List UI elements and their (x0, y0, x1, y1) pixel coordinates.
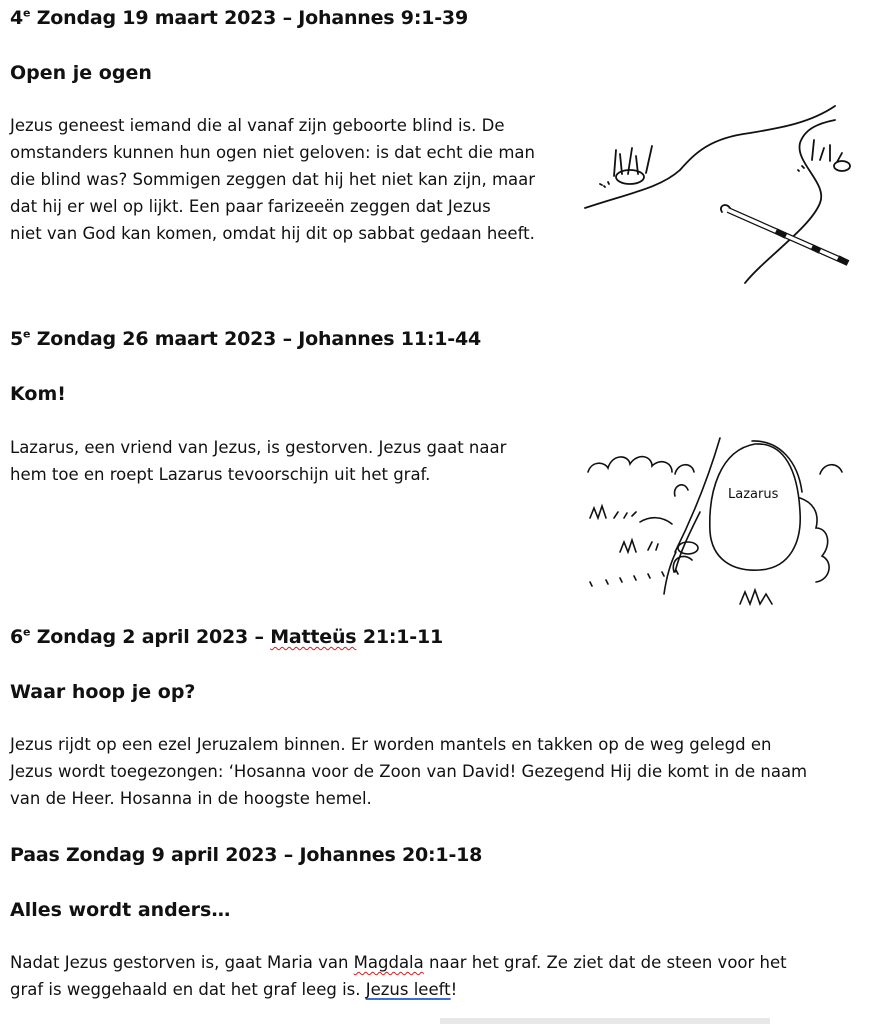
text-line: Nadat Jezus gestorven is, gaat Maria van Magdala naar het graf. Ze ziet dat de steen voor het (10, 953, 787, 972)
section-4-subtitle: Alles wordt anders… (10, 899, 231, 921)
text-line: hem toe en roept Lazarus tevoorschijn uit het graf. (10, 465, 431, 484)
road-cane-illustration (580, 98, 870, 293)
text-line: graf is weggehaald en dat het graf leeg is. Jezus leeft! (10, 980, 458, 999)
section-2-text (10, 434, 506, 488)
page-bottom-strip (440, 1018, 770, 1024)
section-4-heading: Paas Zondag 9 april 2023 – Johannes 20:1-18 (10, 844, 483, 866)
spell-flagged-word: Matteüs (270, 626, 357, 648)
tomb-stone-illustration (580, 432, 855, 610)
section-1-subtitle: Open je ogen (10, 62, 152, 84)
section-3-heading: 6e Zondag 2 april 2023 – Matteüs 21:1-11 (10, 625, 444, 648)
text-line: Jezus rijdt op een ezel Jeruzalem binnen. Er worden mantels en takken op de weg gelegd en (10, 735, 772, 754)
grammar-flagged-phrase: Jezus leeft (365, 980, 451, 999)
text-line: niet van God kan komen, omdat hij dit op sabbat gedaan heeft. (10, 224, 535, 243)
text-line: Jezus geneest iemand die al vanaf zijn geboorte blind is. De (10, 116, 505, 135)
text-line: die blind was? Sommigen zeggen dat hij het niet kan zijn, maar (10, 170, 536, 189)
section-3-subtitle: Waar hoop je op? (10, 681, 196, 703)
section-1-heading: 4e Zondag 19 maart 2023 – Johannes 9:1-39 (10, 6, 468, 29)
text-line: Lazarus, een vriend van Jezus, is gestorven. Jezus gaat naar (10, 438, 507, 457)
section-4-text (10, 949, 787, 1003)
text-line: van de Heer. Hosanna in de hoogste hemel. (10, 789, 372, 808)
section-3-text (10, 731, 807, 812)
tomb-label: Lazarus (728, 487, 779, 502)
text-line: dat hij er wel op lijkt. Een paar farizeeën zeggen dat Jezus (10, 197, 491, 216)
section-2-heading: 5e Zondag 26 maart 2023 – Johannes 11:1-44 (10, 327, 481, 350)
section-2-subtitle: Kom! (10, 383, 66, 405)
text-line: Jezus wordt toegezongen: ‘Hosanna voor de Zoon van David! Gezegend Hij die komt in de naam (10, 762, 808, 781)
spell-flagged-word: Magdala (353, 953, 424, 972)
text-line: omstanders kunnen hun ogen niet geloven: is dat echt die man (10, 143, 535, 162)
section-1-text (10, 112, 535, 247)
